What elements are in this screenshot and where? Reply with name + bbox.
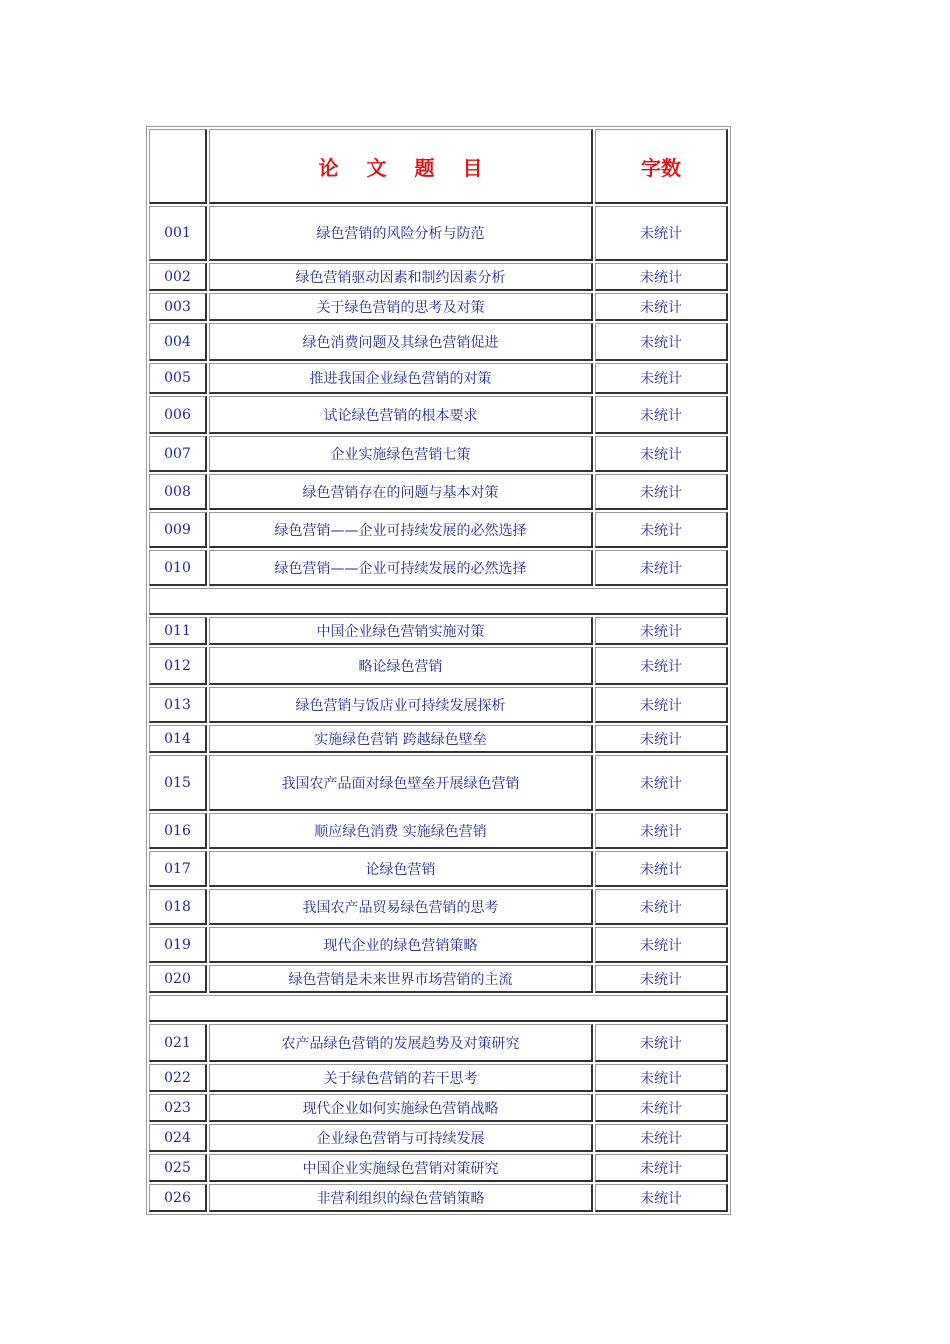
paper-number-cell: 010 <box>149 550 207 586</box>
word-count-cell: 未统计 <box>595 293 728 321</box>
word-count-cell: 未统计 <box>595 965 728 993</box>
table-row <box>149 617 728 645</box>
paper-number-cell: 025 <box>149 1154 207 1182</box>
paper-title-cell: 绿色营销是未来世界市场营销的主流 <box>209 965 593 993</box>
paper-title-cell: 中国企业实施绿色营销对策研究 <box>209 1154 593 1182</box>
word-count-cell: 未统计 <box>595 474 728 510</box>
paper-title-cell: 实施绿色营销 跨越绿色壁垒 <box>209 725 593 753</box>
word-count-cell: 未统计 <box>595 396 728 434</box>
table-row <box>149 263 728 291</box>
header-title-cell <box>209 129 593 204</box>
paper-title-cell: 中国企业绿色营销实施对策 <box>209 617 593 645</box>
paper-number-cell: 013 <box>149 687 207 723</box>
word-count-cell: 未统计 <box>595 263 728 291</box>
table-row <box>149 965 728 993</box>
table-row <box>149 687 728 723</box>
paper-number-cell: 002 <box>149 263 207 291</box>
paper-title-cell: 试论绿色营销的根本要求 <box>209 396 593 434</box>
paper-number-cell: 003 <box>149 293 207 321</box>
paper-title-cell: 农产品绿色营销的发展趋势及对策研究 <box>209 1024 593 1062</box>
header-title-char: 论 <box>318 155 339 180</box>
paper-title-cell: 关于绿色营销的思考及对策 <box>209 293 593 321</box>
paper-number-cell: 016 <box>149 813 207 849</box>
paper-title-cell: 绿色营销——企业可持续发展的必然选择 <box>209 550 593 586</box>
paper-number-cell: 017 <box>149 851 207 887</box>
table-header-row <box>149 129 728 204</box>
table-row <box>149 293 728 321</box>
table-row <box>149 647 728 685</box>
paper-title-cell: 我国农产品贸易绿色营销的思考 <box>209 889 593 925</box>
table-row <box>149 512 728 548</box>
word-count-cell: 未统计 <box>595 363 728 394</box>
paper-number-cell: 020 <box>149 965 207 993</box>
table-row <box>149 1094 728 1122</box>
table-row <box>149 1184 728 1212</box>
table-row <box>149 1124 728 1152</box>
word-count-cell: 未统计 <box>595 617 728 645</box>
table-row <box>149 396 728 434</box>
word-count-cell: 未统计 <box>595 436 728 472</box>
table-row <box>149 474 728 510</box>
word-count-cell: 未统计 <box>595 687 728 723</box>
table-row <box>149 1154 728 1182</box>
paper-number-cell: 012 <box>149 647 207 685</box>
paper-number-cell: 009 <box>149 512 207 548</box>
paper-number-cell: 004 <box>149 323 207 361</box>
paper-title-cell: 关于绿色营销的若干思考 <box>209 1064 593 1092</box>
paper-number-cell: 022 <box>149 1064 207 1092</box>
table-row <box>149 755 728 811</box>
paper-title-cell: 企业绿色营销与可持续发展 <box>209 1124 593 1152</box>
word-count-cell: 未统计 <box>595 512 728 548</box>
table-row <box>149 927 728 963</box>
table-row <box>149 436 728 472</box>
table-row <box>149 1064 728 1092</box>
word-count-cell: 未统计 <box>595 323 728 361</box>
paper-list-body <box>149 129 728 1212</box>
header-title-char: 文 <box>366 155 387 180</box>
word-count-cell: 未统计 <box>595 206 728 261</box>
word-count-cell: 未统计 <box>595 851 728 887</box>
separator-cell <box>149 588 728 615</box>
paper-number-cell: 005 <box>149 363 207 394</box>
table-separator-row <box>149 995 728 1022</box>
paper-title-cell: 略论绿色营销 <box>209 647 593 685</box>
paper-title-cell: 绿色营销驱动因素和制约因素分析 <box>209 263 593 291</box>
paper-number-cell: 021 <box>149 1024 207 1062</box>
table-row <box>149 206 728 261</box>
word-count-cell: 未统计 <box>595 1154 728 1182</box>
paper-title-cell: 绿色营销的风险分析与防范 <box>209 206 593 261</box>
paper-list-table-container <box>146 126 731 1215</box>
paper-title-cell: 现代企业如何实施绿色营销战略 <box>209 1094 593 1122</box>
paper-title-cell: 绿色营销存在的问题与基本对策 <box>209 474 593 510</box>
paper-title-cell: 绿色消费问题及其绿色营销促进 <box>209 323 593 361</box>
paper-title-cell: 我国农产品面对绿色壁垒开展绿色营销 <box>209 755 593 811</box>
paper-number-cell: 015 <box>149 755 207 811</box>
paper-number-cell: 006 <box>149 396 207 434</box>
table-row <box>149 363 728 394</box>
table-row <box>149 550 728 586</box>
word-count-cell: 未统计 <box>595 647 728 685</box>
paper-number-cell: 023 <box>149 1094 207 1122</box>
word-count-cell: 未统计 <box>595 1094 728 1122</box>
paper-number-cell: 026 <box>149 1184 207 1212</box>
paper-title-cell: 企业实施绿色营销七策 <box>209 436 593 472</box>
word-count-cell: 未统计 <box>595 927 728 963</box>
word-count-cell: 未统计 <box>595 755 728 811</box>
header-title-char: 题 <box>414 155 435 180</box>
table-row <box>149 813 728 849</box>
table-row <box>149 851 728 887</box>
paper-title-cell: 顺应绿色消费 实施绿色营销 <box>209 813 593 849</box>
table-separator-row <box>149 588 728 615</box>
paper-number-cell: 019 <box>149 927 207 963</box>
paper-number-cell: 007 <box>149 436 207 472</box>
paper-title-cell: 非营利组织的绿色营销策略 <box>209 1184 593 1212</box>
paper-title-cell: 绿色营销——企业可持续发展的必然选择 <box>209 512 593 548</box>
word-count-cell: 未统计 <box>595 1064 728 1092</box>
word-count-cell: 未统计 <box>595 550 728 586</box>
table-row <box>149 889 728 925</box>
separator-cell <box>149 995 728 1022</box>
header-title-char: 目 <box>462 155 483 180</box>
table-row <box>149 725 728 753</box>
word-count-cell: 未统计 <box>595 813 728 849</box>
paper-number-cell: 008 <box>149 474 207 510</box>
paper-number-cell: 024 <box>149 1124 207 1152</box>
header-count-cell: 字数 <box>595 129 728 204</box>
word-count-cell: 未统计 <box>595 889 728 925</box>
table-row <box>149 323 728 361</box>
word-count-cell: 未统计 <box>595 1184 728 1212</box>
paper-number-cell: 011 <box>149 617 207 645</box>
table-row <box>149 1024 728 1062</box>
paper-title-cell: 绿色营销与饭店业可持续发展探析 <box>209 687 593 723</box>
header-number-cell <box>149 129 207 204</box>
paper-title-cell: 现代企业的绿色营销策略 <box>209 927 593 963</box>
word-count-cell: 未统计 <box>595 1124 728 1152</box>
paper-title-cell: 推进我国企业绿色营销的对策 <box>209 363 593 394</box>
word-count-cell: 未统计 <box>595 725 728 753</box>
word-count-cell: 未统计 <box>595 1024 728 1062</box>
paper-number-cell: 014 <box>149 725 207 753</box>
paper-number-cell: 018 <box>149 889 207 925</box>
paper-title-cell: 论绿色营销 <box>209 851 593 887</box>
paper-number-cell: 001 <box>149 206 207 261</box>
paper-list-table <box>147 127 730 1214</box>
